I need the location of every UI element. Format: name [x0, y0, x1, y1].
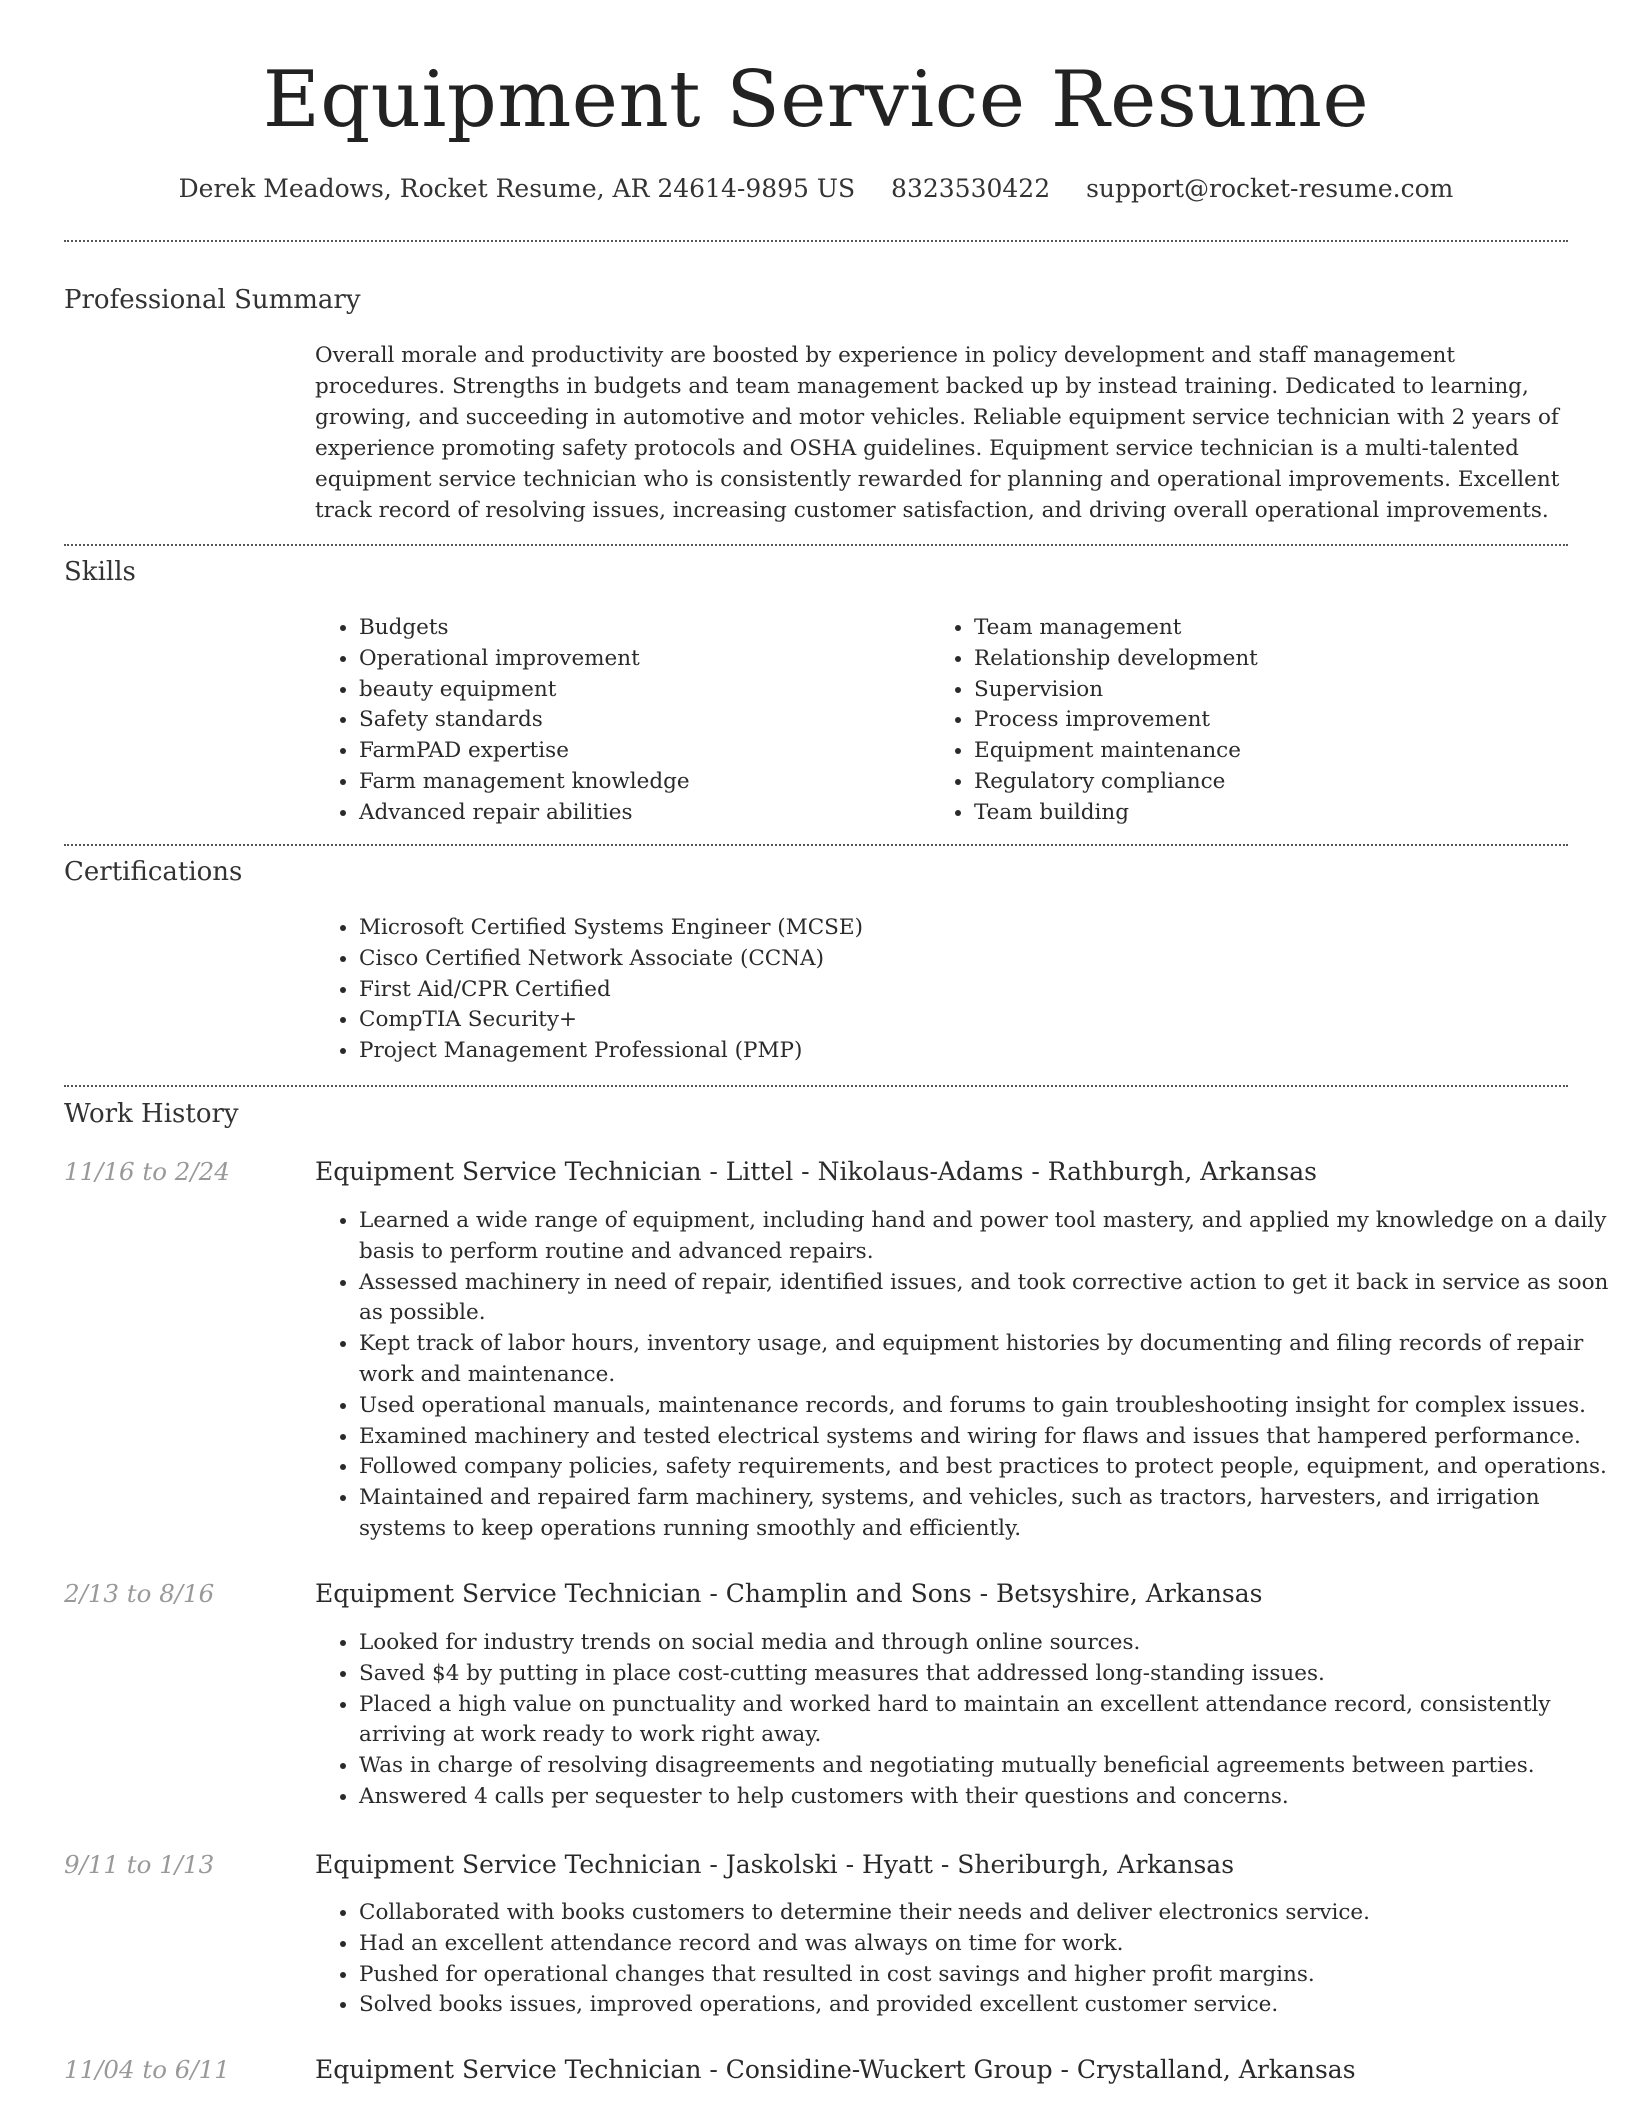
job-bullets	[315, 1898, 1612, 2021]
certification-item: • Project Management Professional (PMP)	[359, 1036, 1559, 1067]
section-heading-summary: Professional Summary	[64, 285, 361, 315]
contact-address: Derek Meadows, Rocket Resume, AR 24614-9895 US	[178, 174, 856, 203]
skill-item: • Team building	[974, 798, 1574, 829]
skills-list-left	[315, 613, 919, 829]
skill-item: • Equipment maintenance	[974, 736, 1574, 767]
skill-item: • Farm management knowledge	[359, 767, 919, 798]
job-bullet: • Had an excellent attendance record and was always on time for work.	[359, 1929, 1612, 1960]
skill-item: • Safety standards	[359, 705, 919, 736]
skill-item: • Team management	[974, 613, 1574, 644]
job-dates: 11/04 to 6/11	[64, 2055, 230, 2084]
section-heading-work-history: Work History	[64, 1099, 239, 1129]
certification-item: • First Aid/CPR Certified	[359, 975, 1559, 1006]
certification-item: • CompTIA Security+	[359, 1005, 1559, 1036]
job-bullets	[315, 1628, 1612, 1813]
job-title: Equipment Service Technician - Littel - Nikolaus-Adams - Rathburgh, Arkansas	[315, 1157, 1317, 1186]
job-bullet: • Saved $4 by putting in place cost-cutting measures that addressed long-standing issues.	[359, 1659, 1612, 1690]
job-bullets	[315, 1206, 1612, 1545]
section-heading-certifications: Certifications	[64, 857, 243, 887]
skill-item: • Advanced repair abilities	[359, 798, 919, 829]
job-bullet: • Assessed machinery in need of repair, identified issues, and took corrective action to get it back in service as soon as possible.	[359, 1268, 1612, 1330]
skill-item: • Regulatory compliance	[974, 767, 1574, 798]
job-bullet: • Learned a wide range of equipment, including hand and power tool mastery, and applied my knowledge on a daily basis to perform routine and advanced repairs.	[359, 1206, 1612, 1268]
job-bullet: • Used operational manuals, maintenance records, and forums to gain troubleshooting insight for complex issues.	[359, 1391, 1612, 1422]
divider	[64, 844, 1568, 846]
job-title: Equipment Service Technician - Jaskolski - Hyatt - Sheriburgh, Arkansas	[315, 1850, 1235, 1879]
divider	[64, 1085, 1568, 1087]
job-bullet: • Placed a high value on punctuality and worked hard to maintain an excellent attendance record, consistently arriving at work ready to work right away.	[359, 1690, 1612, 1752]
job-bullet: • Examined machinery and tested electrical systems and wiring for flaws and issues that hampered performance.	[359, 1422, 1612, 1453]
job-title: Equipment Service Technician - Champlin and Sons - Betsyshire, Arkansas	[315, 1579, 1263, 1608]
job-bullet: • Solved books issues, improved operations, and provided excellent customer service.	[359, 1990, 1612, 2021]
section-heading-skills: Skills	[64, 557, 136, 587]
job-dates: 11/16 to 2/24	[64, 1157, 230, 1186]
job-bullet: • Followed company policies, safety requirements, and best practices to protect people, equipment, and operations.	[359, 1452, 1612, 1483]
skill-item: • Supervision	[974, 675, 1574, 706]
skill-item: • beauty equipment	[359, 675, 919, 706]
skill-item: • Process improvement	[974, 705, 1574, 736]
divider	[64, 544, 1568, 546]
job-dates: 2/13 to 8/16	[64, 1579, 215, 1608]
skill-item: • Operational improvement	[359, 644, 919, 675]
skills-list-right	[930, 613, 1574, 829]
divider	[64, 240, 1568, 242]
job-title: Equipment Service Technician - Considine-Wuckert Group - Crystalland, Arkansas	[315, 2055, 1356, 2084]
summary-text: Overall morale and productivity are boosted by experience in policy development and staff management procedures. Strengths in budgets and team management backed up by instead training. Dedicated to learning, growing, and succeeding in automotive and motor vehicles. Reliable equipment service technician with 2 years of experience promoting safety protocols and OSHA guidelines. Equipment service technician is a multi-talented equipment service technician who is consistently rewarded for planning and operational improvements. Excellent track record of resolving issues, increasing customer satisfaction, and driving overall operational improvements.	[315, 343, 1560, 523]
contact-phone: 8323530422	[891, 174, 1051, 203]
job-bullet: • Answered 4 calls per sequester to help customers with their questions and concerns.	[359, 1782, 1612, 1813]
job-bullet: • Looked for industry trends on social media and through online sources.	[359, 1628, 1612, 1659]
resume-title: Equipment Service Resume	[262, 55, 1370, 145]
certifications-list	[315, 913, 1559, 1067]
certification-item: • Cisco Certified Network Associate (CCNA)	[359, 944, 1559, 975]
contact-line	[0, 172, 1632, 206]
job-bullet: • Pushed for operational changes that resulted in cost savings and higher profit margins.	[359, 1960, 1612, 1991]
contact-email: support@rocket-resume.com	[1086, 174, 1454, 203]
skill-item: • FarmPAD expertise	[359, 736, 919, 767]
job-bullet: • Maintained and repaired farm machinery, systems, and vehicles, such as tractors, harvesters, and irrigation systems to keep operations running smoothly and efficiently.	[359, 1483, 1612, 1545]
job-bullet: • Kept track of labor hours, inventory usage, and equipment histories by documenting and filing records of repair work and maintenance.	[359, 1329, 1612, 1391]
job-dates: 9/11 to 1/13	[64, 1850, 215, 1879]
certification-item: • Microsoft Certified Systems Engineer (MCSE)	[359, 913, 1559, 944]
job-bullet: • Collaborated with books customers to determine their needs and deliver electronics service.	[359, 1898, 1612, 1929]
skill-item: • Budgets	[359, 613, 919, 644]
skill-item: • Relationship development	[974, 644, 1574, 675]
job-bullet: • Was in charge of resolving disagreements and negotiating mutually beneficial agreements between parties.	[359, 1751, 1612, 1782]
